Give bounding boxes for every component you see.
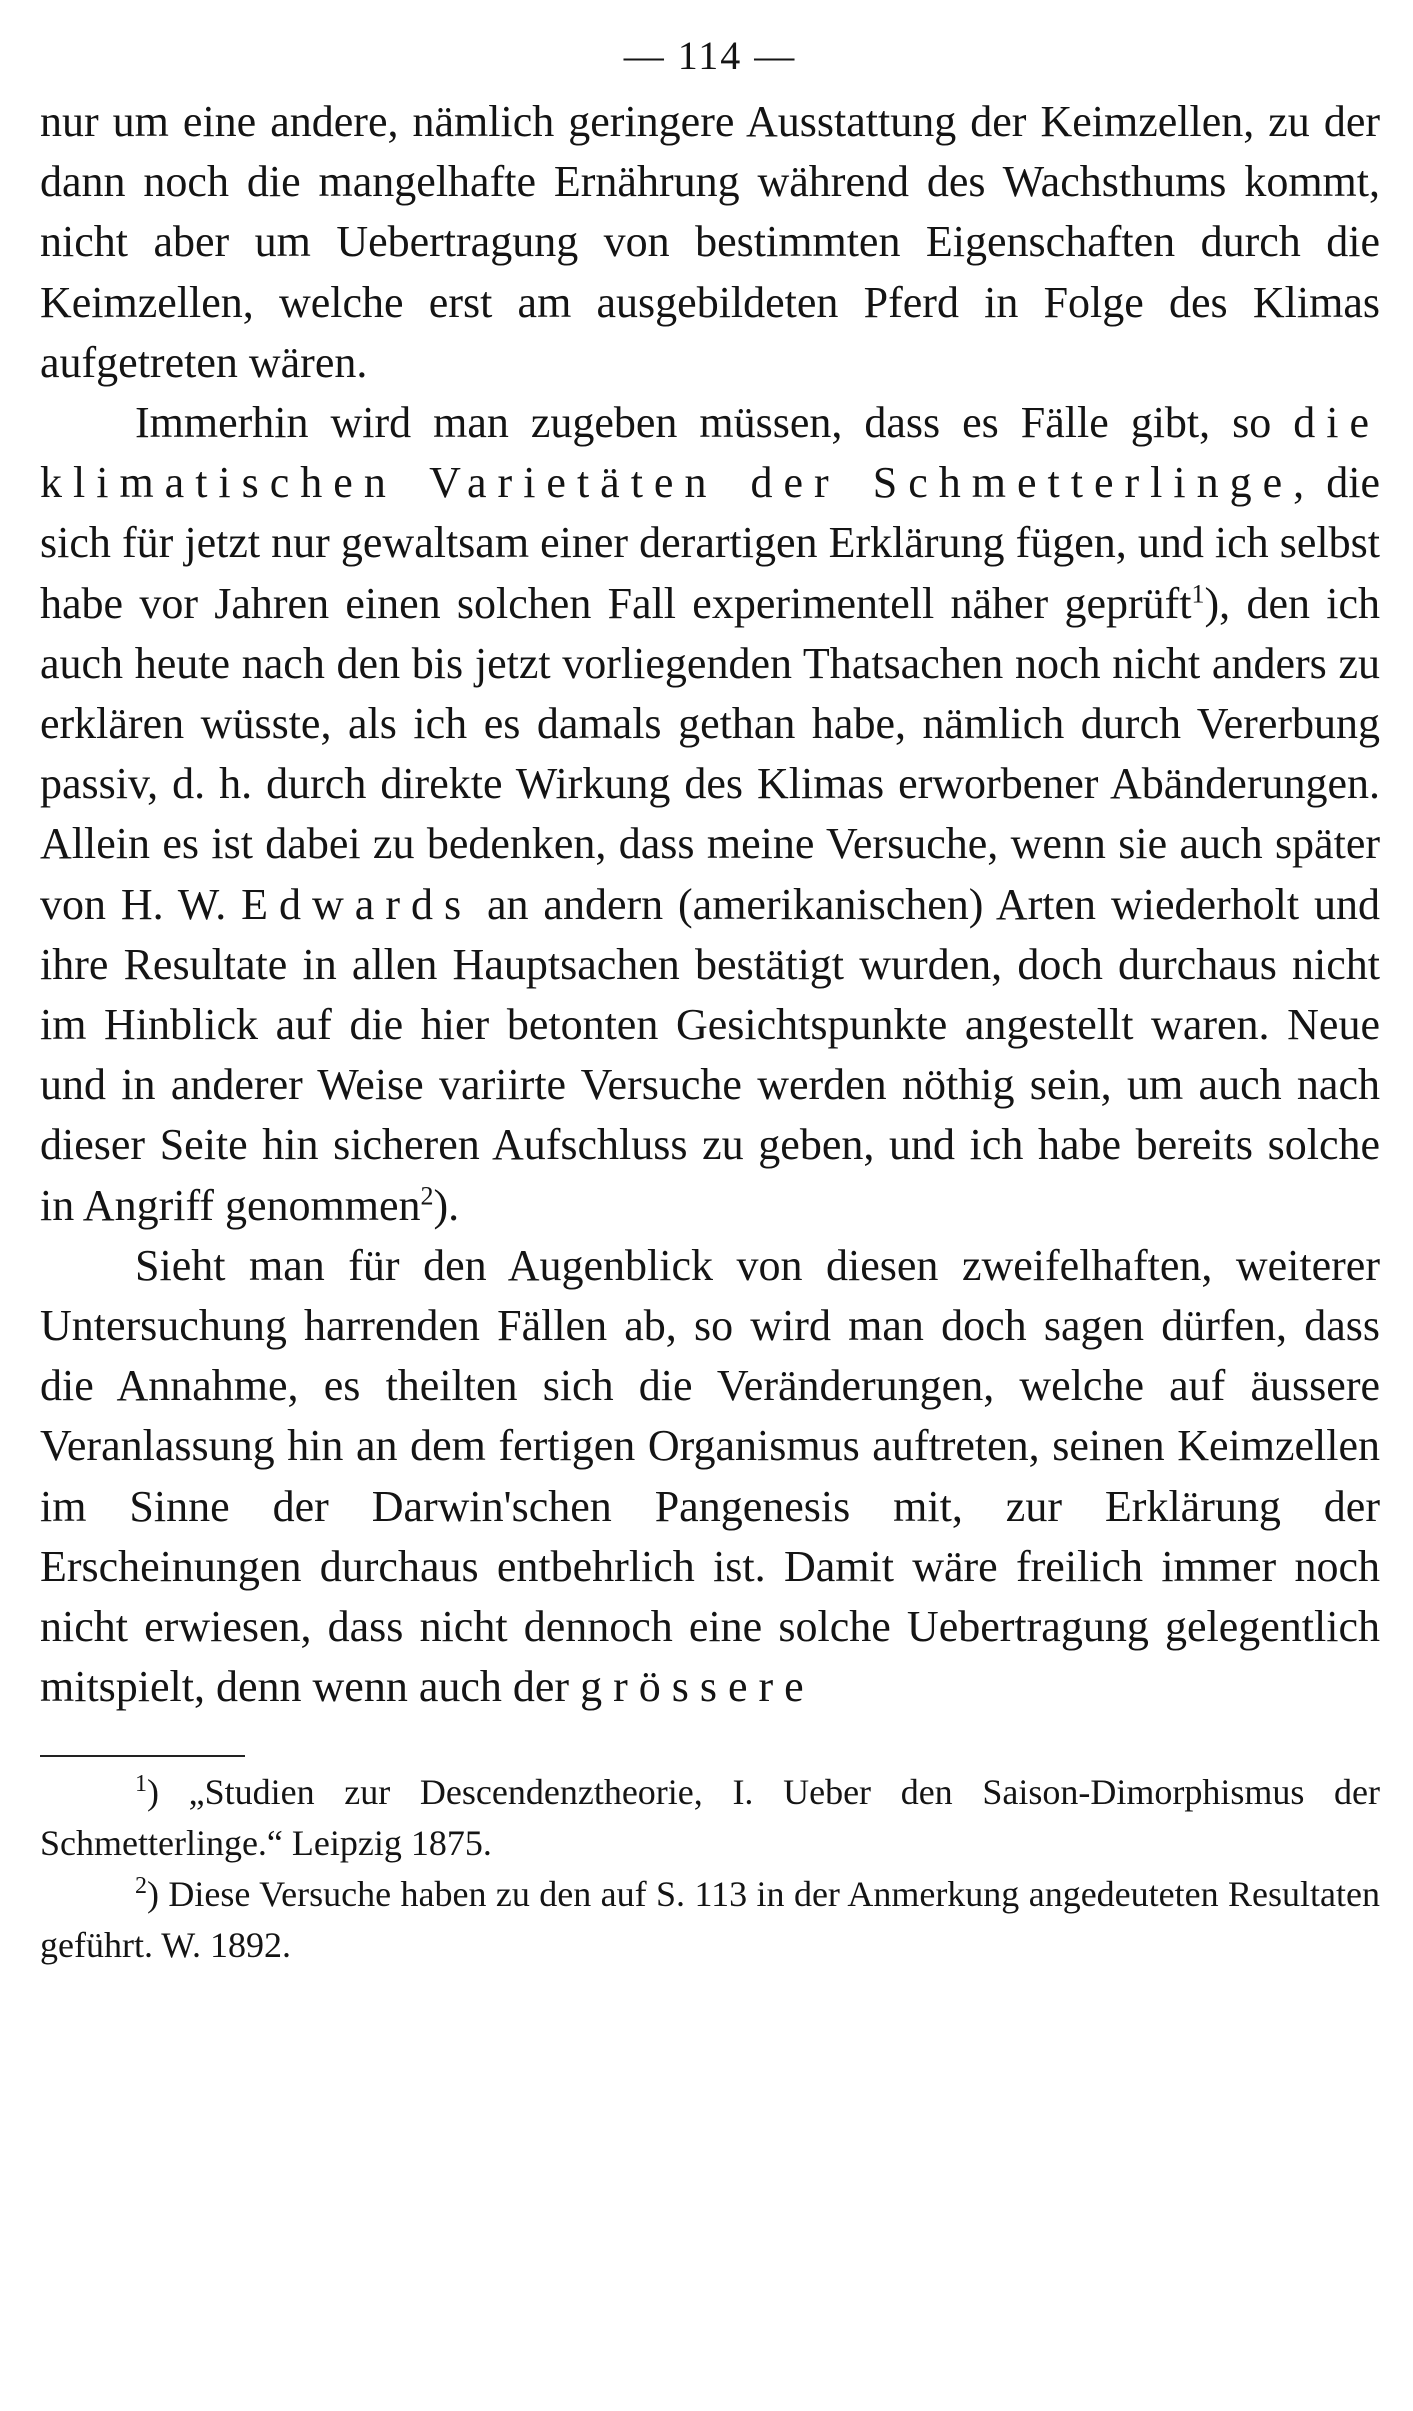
footnote-ref-2: 2 (420, 1181, 434, 1210)
footnotes (40, 1767, 1380, 1971)
footnote-ref-1: 1 (1191, 578, 1205, 608)
spaced-emphasis-edwards: Edwards (241, 879, 473, 929)
footnote-2-text: ) Diese Versuche haben zu den auf S. 113 in der Anmerkung angedeuteten Resultaten geführt. W. 1892. (40, 1874, 1380, 1966)
footnote-1 (40, 1767, 1380, 1869)
paragraph-3-text: Sieht man für den Augenblick von diesen zweifelhaften, weiterer Untersuchung harrenden Fällen ab, so wird man doch sagen dürfen, dass die Annahme, es theilten sich die Veränderungen, welche auf äussere Veranlassung hin an dem fertigen Organismus auftreten, seinen Keimzellen im Sinne der Darwin'schen Pangenesis mit, zur Erklärung der Erscheinungen durchaus entbehrlich ist. Damit wäre freilich immer noch nicht erwiesen, dass nicht dennoch eine solche Uebertragung gelegentlich mitspielt, denn wenn auch der (40, 1240, 1380, 1712)
paragraph-2-text-c: ), den ich auch heute nach den bis jetzt vorliegenden Thatsachen noch nicht anders zu erklären wüsste, als ich es damals gethan habe, nämlich durch Vererbung passiv, d. h. durch direkte Wirkung des Klimas erworbener Abänderungen. Allein es ist dabei zu bedenken, dass meine Versuche, wenn sie auch später von H. W. (40, 578, 1380, 929)
spaced-emphasis-greater: grössere (580, 1662, 815, 1712)
page-number: — 114 — (623, 33, 797, 78)
paragraph-2 (40, 393, 1380, 1236)
paragraph-2-text-a: Immerhin wird man zugeben müssen, dass es Fälle gibt, so (135, 398, 1294, 448)
footnote-separator (40, 1755, 245, 1757)
spaced-emphasis-varieties: die klimatischen Varietäten der Schmetterlinge (40, 398, 1380, 508)
body-text (40, 92, 1380, 1717)
footnote-2-mark: 2 (135, 1873, 147, 1900)
footnote-2 (40, 1869, 1380, 1971)
footnote-1-text: ) „Studien zur Descendenztheorie, I. Ueber den Saison-Dimorphismus der Schmetterlinge.“ Leipzig 1875. (40, 1772, 1380, 1864)
paragraph-3 (40, 1236, 1380, 1718)
footnote-1-mark: 1 (135, 1771, 147, 1798)
paragraph-1: nur um eine andere, nämlich geringere Ausstattung der Keimzellen, zu der dann noch die mangelhafte Ernährung während des Wachsthums kommt, nicht aber um Uebertragung von bestimmten Eigenschaften durch die Keimzellen, welche erst am ausgebildeten Pferd in Folge des Klimas aufgetreten wären. (40, 97, 1380, 387)
paragraph-2-text-e: ). (433, 1180, 460, 1230)
book-page (40, 20, 1380, 1971)
paragraph-2-text-b: , die sich für jetzt nur gewaltsam einer derartigen Erklärung fügen, und ich selbst habe vor Jahren einen solchen Fall experimentell näher geprüft (40, 458, 1380, 628)
paragraph-2-text-d: an andern (amerikanischen) Arten wiederholt und ihre Resultate in allen Hauptsachen bestätigt wurden, doch durchaus nicht im Hinblick auf die hier betonten Gesichtspunkte angestellt waren. Neue und in anderer Weise variirte Versuche werden nöthig sein, um auch nach dieser Seite hin sicheren Aufschluss zu geben, und ich habe bereits solche in Angriff genommen (40, 879, 1380, 1230)
